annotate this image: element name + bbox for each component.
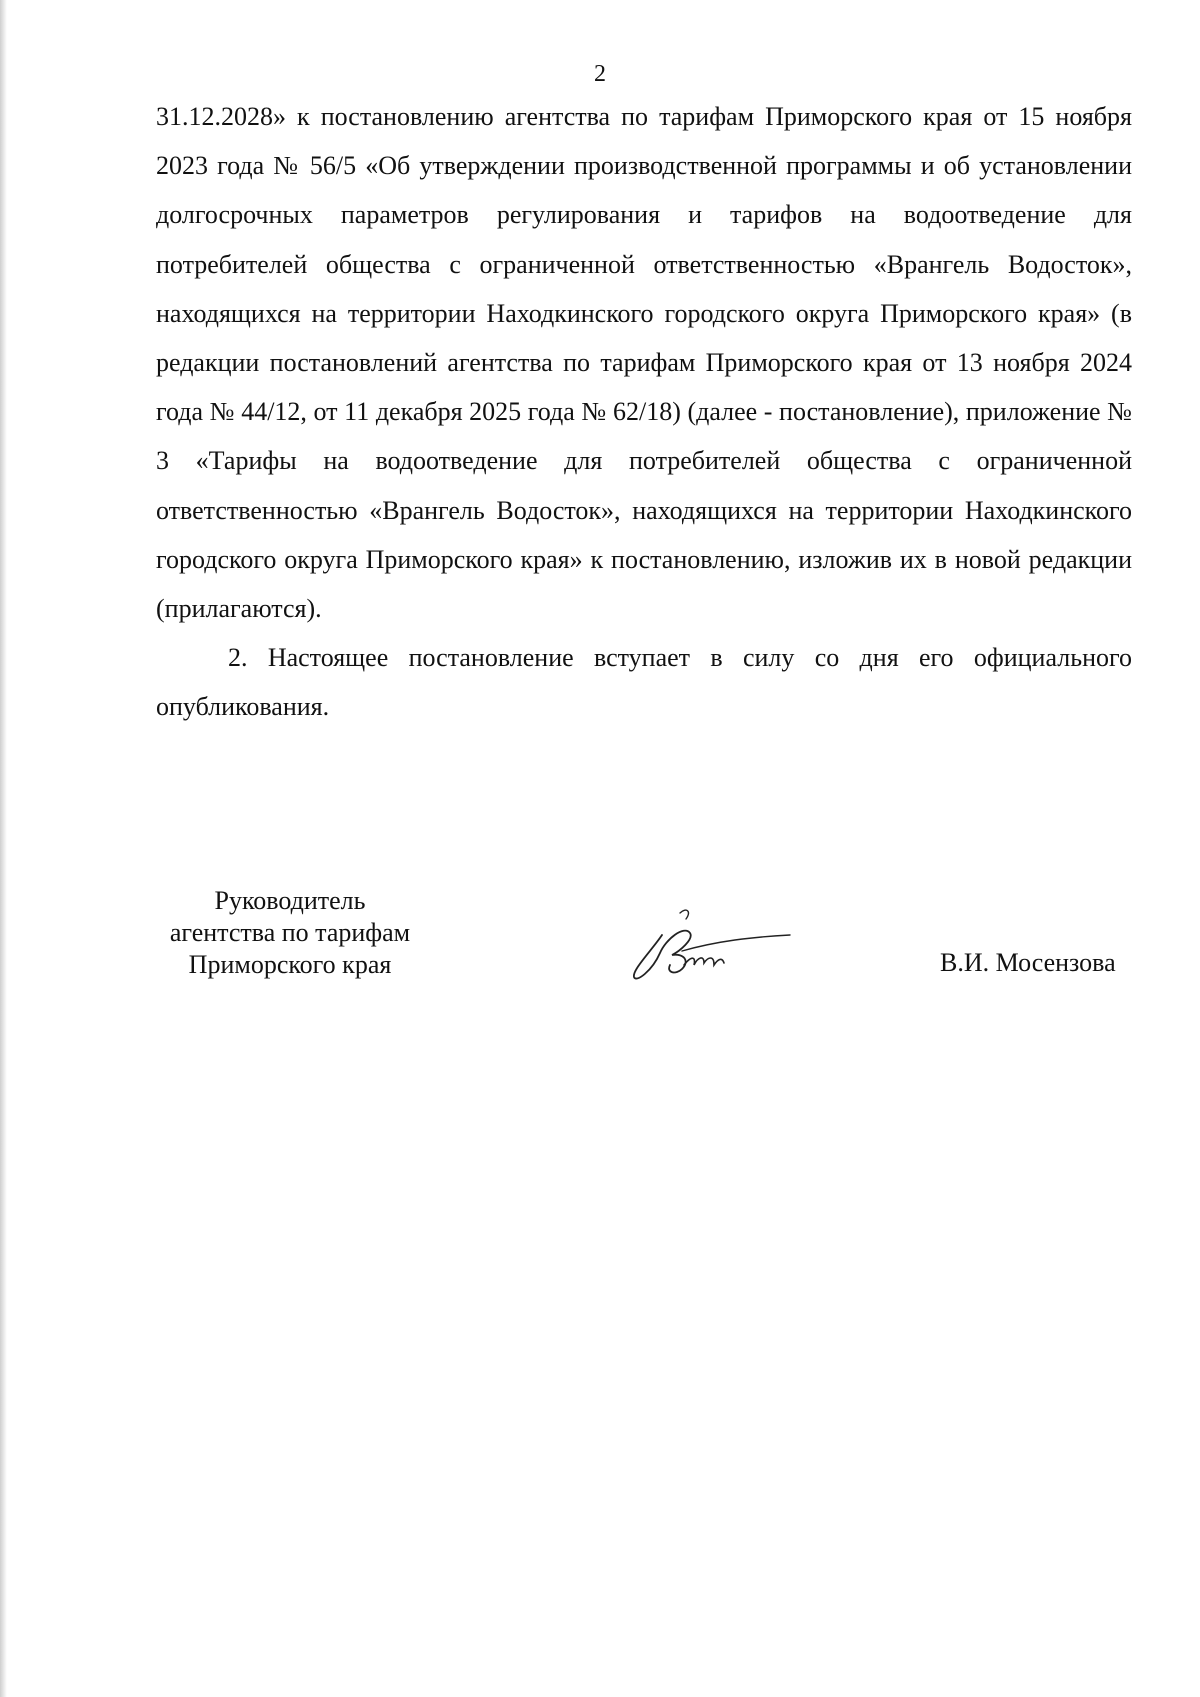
handwritten-signature-icon <box>622 905 797 985</box>
document-body <box>156 92 1132 732</box>
signer-name: В.И. Мосензова <box>940 948 1116 977</box>
position-line-1: Руководитель <box>214 886 366 915</box>
paragraph-continuation: 31.12.2028» к постановлению агентства по тарифам Приморского края от 15 ноября 2023 года № 56/5 «Об утверждении производственной программы и об установлении долгосрочных параметров регулирования и тарифов на водоотведение для потребителей общества с ограниченной ответственностью «Врангель Водосток», находящихся на территории Находкинского городского округа Приморского края» (в редакции постановлений агентства по тарифам Приморского края от 13 ноября 2024 года № 44/12, от 11 декабря 2025 года № 62/18) (далее - постановление), приложение № 3 «Тарифы на водоотведение для потребителей общества с ограниченной ответственностью «Врангель Водосток», находящихся на территории Находкинского городского округа Приморского края» к постановлению, изложив их в новой редакции (прилагаются). <box>156 102 1132 624</box>
paragraph-item-2: 2. Настоящее постановление вступает в силу со дня его официального опубликования. <box>156 643 1132 722</box>
position-line-3: Приморского края <box>188 950 392 979</box>
signatory-position <box>150 885 430 981</box>
position-line-2: агентства по тарифам <box>169 918 411 947</box>
page-number: 2 <box>594 61 606 87</box>
scan-edge <box>0 0 7 1697</box>
